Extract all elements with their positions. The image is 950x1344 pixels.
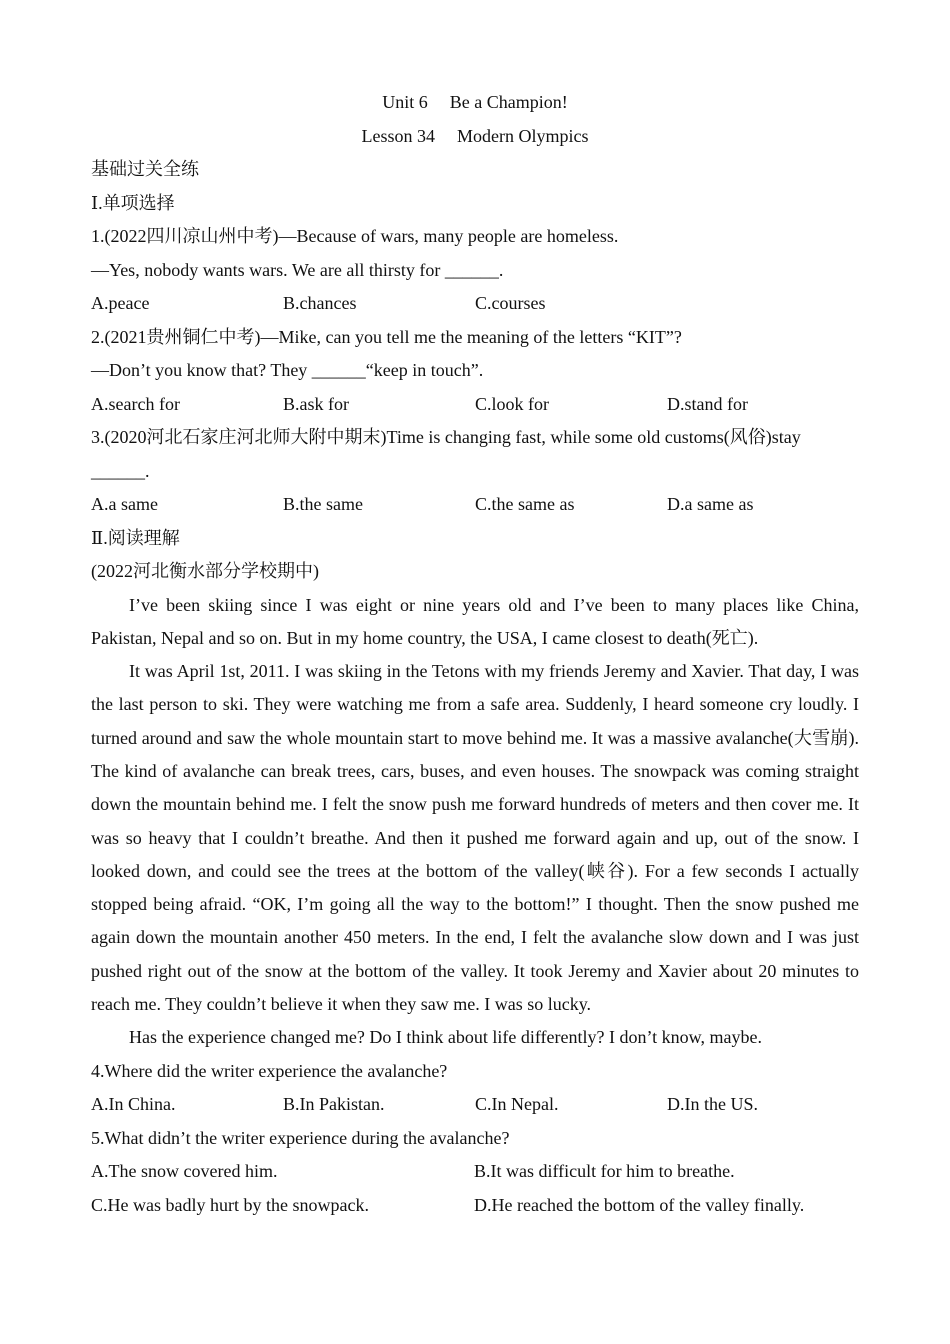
passage-source: (2022河北衡水部分学校期中) bbox=[91, 561, 319, 581]
worksheet-page bbox=[91, 86, 859, 1222]
q4-option-b: B.In Pakistan. bbox=[283, 1094, 385, 1115]
passage-paragraph-2: It was April 1st, 2011. I was skiing in the Tetons with my friends Jeremy and Xavier. That day, I was the last person to ski. They were watching me from a safe area. Suddenly, I heard someone cry loudly. I turned around and saw the whole mountain start to move behind me. It was a massive avalanche(大雪崩). The kind of avalanche can break trees, cars, buses, and even houses. The snowpack was coming straight down the mountain behind me. I felt the snow push me forward hundreds of meters and then cover me. It was so heavy that I couldn’t breathe. And then it pushed me forward again and up, out of the snow. I looked down, and could see the trees at the bottom of the valley(峡谷). For a few seconds I actually stopped being afraid. “OK, I’m going all the way to the bottom!” I thought. Then the snow pushed me again down the mountain another 450 meters. In the end, I felt the avalanche slow down and I was just pushed right out of the snow at the bottom of the valley. It took Jeremy and Xavier about 20 minutes to reach me. They couldn’t believe it when they saw me. I was so lucky. bbox=[91, 661, 859, 1015]
q4-stem: 4.Where did the writer experience the avalanche? bbox=[91, 1060, 448, 1081]
q1-stem: 1.(2022四川凉山州中考)—Because of wars, many people are homeless. bbox=[91, 226, 619, 246]
q5-option-d: D.He reached the bottom of the valley finally. bbox=[474, 1194, 805, 1215]
q5-stem: 5.What didn’t the writer experience during the avalanche? bbox=[91, 1127, 510, 1148]
part2-heading: Ⅱ.阅读理解 bbox=[91, 527, 180, 548]
q4-option-c: C.In Nepal. bbox=[475, 1094, 559, 1115]
lesson-number: Lesson 34 bbox=[361, 125, 435, 146]
q3-option-c: C.the same as bbox=[475, 494, 575, 514]
q2-option-b: B.ask for bbox=[283, 393, 349, 414]
q3-option-d: D.a same as bbox=[667, 494, 754, 514]
q2-option-c: C.look for bbox=[475, 393, 549, 414]
q3-options bbox=[91, 488, 859, 522]
q2-stem: 2.(2021贵州铜仁中考)—Mike, can you tell me the meaning of the letters “KIT”? bbox=[91, 326, 682, 347]
lesson-name: Modern Olympics bbox=[457, 125, 589, 146]
q4-option-d: D.In the US. bbox=[667, 1094, 758, 1115]
q3-option-b: B.the same bbox=[283, 494, 363, 514]
q5-option-a: A.The snow covered him. bbox=[91, 1161, 278, 1182]
q2-option-a: A.search for bbox=[91, 393, 180, 414]
unit-name: Be a Champion! bbox=[449, 92, 568, 112]
section-label: 基础过关全练 bbox=[91, 159, 199, 179]
unit-number: Unit 6 bbox=[382, 92, 428, 112]
q3-option-a: A.a same bbox=[91, 494, 158, 514]
q5-options-row1 bbox=[91, 1155, 859, 1189]
passage-paragraph-1: I’ve been skiing since I was eight or nine years old and I’ve been to many places like China, Pakistan, Nepal and so on. But in my home country, the USA, I came closest to death(死亡). bbox=[91, 594, 859, 648]
part1-heading: Ⅰ.单项选择 bbox=[91, 192, 175, 213]
q5-options-row2 bbox=[91, 1189, 859, 1223]
q1-option-b: B.chances bbox=[283, 293, 357, 313]
lesson-title bbox=[91, 120, 859, 154]
q5-option-c: C.He was badly hurt by the snowpack. bbox=[91, 1194, 369, 1215]
q1-option-a: A.peace bbox=[91, 293, 150, 313]
q1-options bbox=[91, 287, 859, 321]
passage-paragraph-3: Has the experience changed me? Do I think about life differently? I don’t know, maybe. bbox=[129, 1027, 762, 1048]
q4-option-a: A.In China. bbox=[91, 1094, 176, 1115]
q2-line2: —Don’t you know that? They ______“keep in touch”. bbox=[91, 360, 484, 380]
q1-line2: —Yes, nobody wants wars. We are all thirsty for ______. bbox=[91, 259, 504, 280]
q2-options bbox=[91, 388, 859, 422]
q2-option-d: D.stand for bbox=[667, 393, 748, 414]
q4-options bbox=[91, 1088, 859, 1122]
q3-stem: 3.(2020河北石家庄河北师大附中期末)Time is changing fast, while some old customs(风俗)stay ______. bbox=[91, 427, 801, 481]
q5-option-b: B.It was difficult for him to breathe. bbox=[474, 1161, 735, 1182]
q1-option-c: C.courses bbox=[475, 293, 546, 313]
unit-title bbox=[91, 86, 859, 120]
